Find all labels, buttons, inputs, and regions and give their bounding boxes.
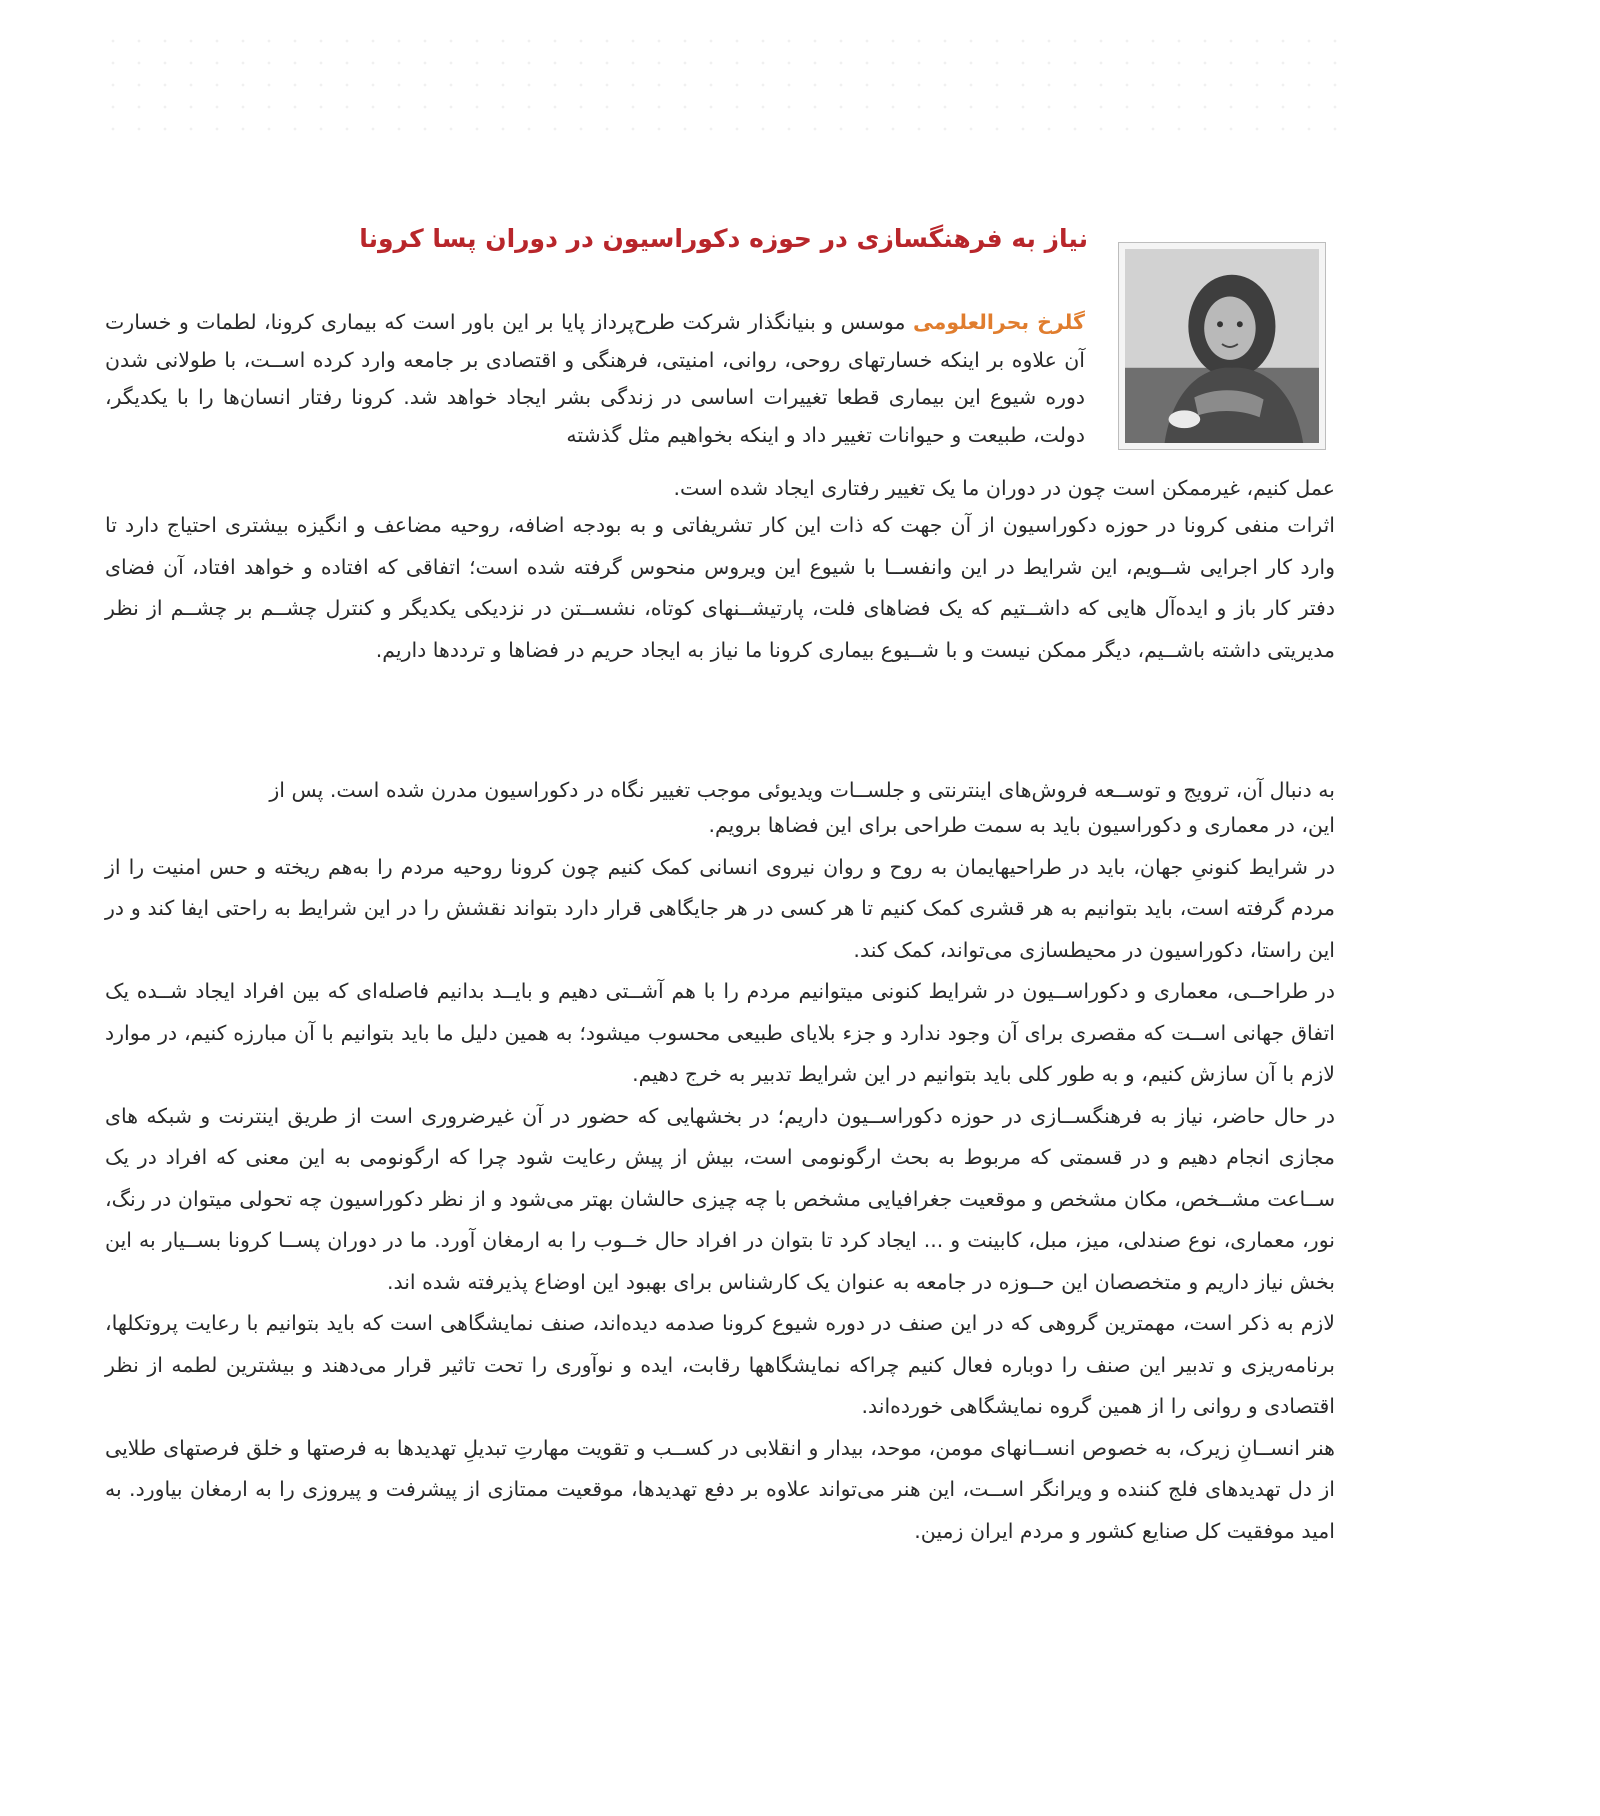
paragraph-7: در حال حاضر، نیاز به فرهنگســازی در حوزه دکوراســیون داریم؛ در بخشهایی که حضور در آن غیرضروری است از طریق اینترنت و شبکه های مجازی انجام دهیم و در قسمتی که مربوط به بحث ارگونومی است، بیش از پیش رعایت شود چرا که ارگونومی به این معنی که افراد در یک ســاعت مشــخص، مکان مشخص و موقعیت جغرافیایی مشخص با چه چیزی حالشان بهتر می‌شود و از نظر دکوراسیون چه تحولی میتوان در رنگ، نور، معماری، نوع صندلی، میز، مبل، کابینت و ... ایجاد کرد تا بتوان در افراد حال خــوب را به ارمغان آورد. ما در دوران پســا کرونا بســیار به این بخش نیاز داریم و متخصصان این حــوزه در جامعه به عنوان یک کارشناس برای بهبود این اوضاع پذیرفته شده اند. bbox=[105, 1103, 1335, 1294]
paragraph-9: هنر انســانِ زیرک، به خصوص انســانهای مومن، موحد، بیدار و انقلابی در کســب و تقویت مهارتِ تبدیلِ تهدیدها به فرصتها و خلق فرصتهای طلایی از دل تهدیدهای فلج کننده و ویرانگر اســت، این هنر می‌تواند علاوه بر دفع تهدیدها، موقعیت ممتازی از پیشرفت و پیروزی را به ارمغان بیاورد. به امید موفقیت کل صنایع کشور و مردم ایران زمین. bbox=[105, 1435, 1335, 1543]
paragraph-3: به دنبال آن، ترویج و توســعه فروش‌های اینترنتی و جلســات ویدیوئی موجب تغییر نگاه در دکوراسیون مدرن شده است. پس از bbox=[269, 778, 1335, 802]
article-intro bbox=[105, 304, 1085, 454]
paragraph-8: لازم به ذکر است، مهمترین گروهی که در این صنف در دوره شیوع کرونا صدمه دیده‌اند، صنف نمایشگاهی است که باید بتوانیم با رعایت پروتکلها، برنامه‌ریزی و تدبیر این صنف را دوباره فعال کنیم چراکه نمایشگاهها رقابت، ایده و نوآوری را تحت تاثیر قرار می‌دهند و بیشترین لطمه از نظر اقتصادی و روانی را از همین گروه نمایشگاهی خورده‌اند. bbox=[105, 1311, 1335, 1418]
article-body-top bbox=[105, 505, 1335, 671]
author-photo bbox=[1118, 242, 1326, 450]
paragraph-6: در طراحــی، معماری و دکوراســیون در شرایط کنونی میتوانیم مردم را با هم آشــتی دهیم و بایــد بدانیم فاصله‌ای که بین افراد ایجاد شــده یک اتفاق جهانی اســت که مقصری برای آن وجود ندارد و جزء بلایای طبیعی محسوب میشود؛ به همین دلیل ما باید بتوانیم با آن مبارزه کنیم، در موارد لازم با آن سازش کنیم، و به طور کلی باید بتوانیم در این شرایط تدبیر به خرج دهیم. bbox=[105, 979, 1335, 1086]
portrait-image bbox=[1125, 249, 1319, 443]
paragraph-4: این، در معماری و دکوراسیون باید به سمت طراحی برای این فضاها برویم. bbox=[708, 813, 1335, 837]
author-name: گلرخ بحرالعلومی bbox=[912, 310, 1085, 334]
paragraph-2: اثرات منفی کرونا در حوزه دکوراسیون از آن جهت که ذات این کار تشریفاتی و به بودجه اضافه، روحیه مضاعف و انگیزه بیشتری احتیاج دارد تا وارد کار اجرایی شــویم، این شرایط در این وانفســا با شیوع این ویروس منحوس گرفته شده است؛ اتفاقی که افتاده و خواهد افتاد، آن فضای دفتر کار باز و ایده‌آل هایی که داشــتیم که یک فضاهای فلت، پارتیشــنهای کوتاه، نشســتن در نزدیکی یکدیگر و کنترل چشــم بر چشــم از نظر مدیریتی داشته باشــیم، دیگر ممکن نیست و با شــیوع بیماری کرونا ما نیاز به ایجاد حریم در فضاها و ترددها داریم. bbox=[105, 513, 1335, 662]
intro-tail: عمل کنیم، غیرممکن است چون در دوران ما یک تغییر رفتاری ایجاد شده است. bbox=[673, 476, 1335, 500]
intro-text: موسس و بنیانگذار شرکت طرح‌پرداز پایا بر این باور است که بیماری کرونا، لطمات و خسارت آن علاوه بر اینکه خسارتهای روحی، روانی، امنیتی، فرهنگی و اقتصادی بر جامعه وارد کرده اســت، با طولانی شدن دوره شیوع این بیماری قطعا تغییرات اساسی در زندگی بشر ایجاد خواهد شد. کرونا رفتار انسان‌ها را با یکدیگر، دولت، طبیعت و حیوانات تغییر داد و اینکه بخواهیم مثل گذشته bbox=[105, 310, 1085, 447]
article-body-main bbox=[105, 805, 1335, 1552]
decorative-dot-pattern bbox=[100, 30, 1340, 140]
paragraph-5: در شرایط کنونیِ جهان، باید در طراحیهایمان به روح و روان نیروی انسانی کمک کنیم چون کرونا روحیه مردم را به‌هم ریخته و حس امنیت را از مردم گرفته است، باید بتوانیم به هر قشری کمک کنیم تا هر کسی در هر جایگاهی قرار دارد بتواند نقشش را در این شرایط به راحتی ایفا کند و در این راستا، دکوراسیون در محیطسازی می‌تواند، کمک کند. bbox=[105, 854, 1335, 962]
article-title: نیاز به فرهنگسازی در حوزه دکوراسیون در دوران پسا کرونا bbox=[359, 224, 1088, 253]
